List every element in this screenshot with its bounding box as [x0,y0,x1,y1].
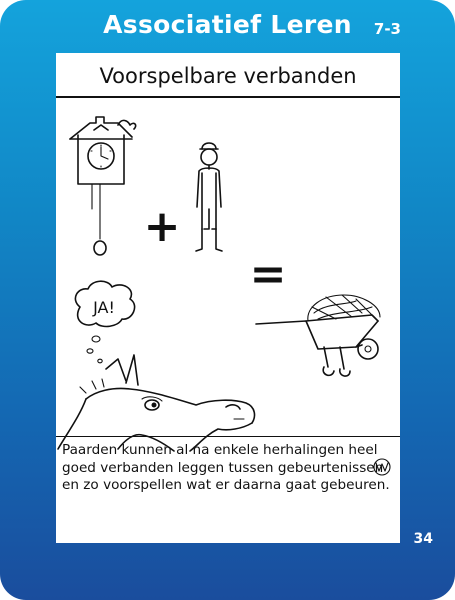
panel-title: Voorspelbare verbanden [99,64,357,88]
title-divider [56,96,400,98]
svg-text:JA!: JA! [93,298,115,317]
cuckoo-clock-icon [70,117,136,255]
page-number: 34 [413,531,433,547]
card-header-title: Associatief Leren [103,10,352,39]
illustration [56,99,400,484]
wheelbarrow-hay-icon [256,295,380,376]
svg-text:=: = [249,249,287,300]
plus-symbol [144,201,181,252]
thought-bubble-icon [75,281,134,363]
person-figure-icon [196,143,222,251]
content-panel [56,53,400,543]
text-divider [56,436,400,437]
description-text: Paarden kunnen al na enkele herhalingen heel goed verbanden leggen tussen gebeurtenissen en zo voorspellen wat er daarna gaat gebeuren. [62,442,390,493]
card-code: 7-3 [373,20,401,38]
equals-symbol [250,249,287,300]
svg-text:+: + [143,201,181,252]
